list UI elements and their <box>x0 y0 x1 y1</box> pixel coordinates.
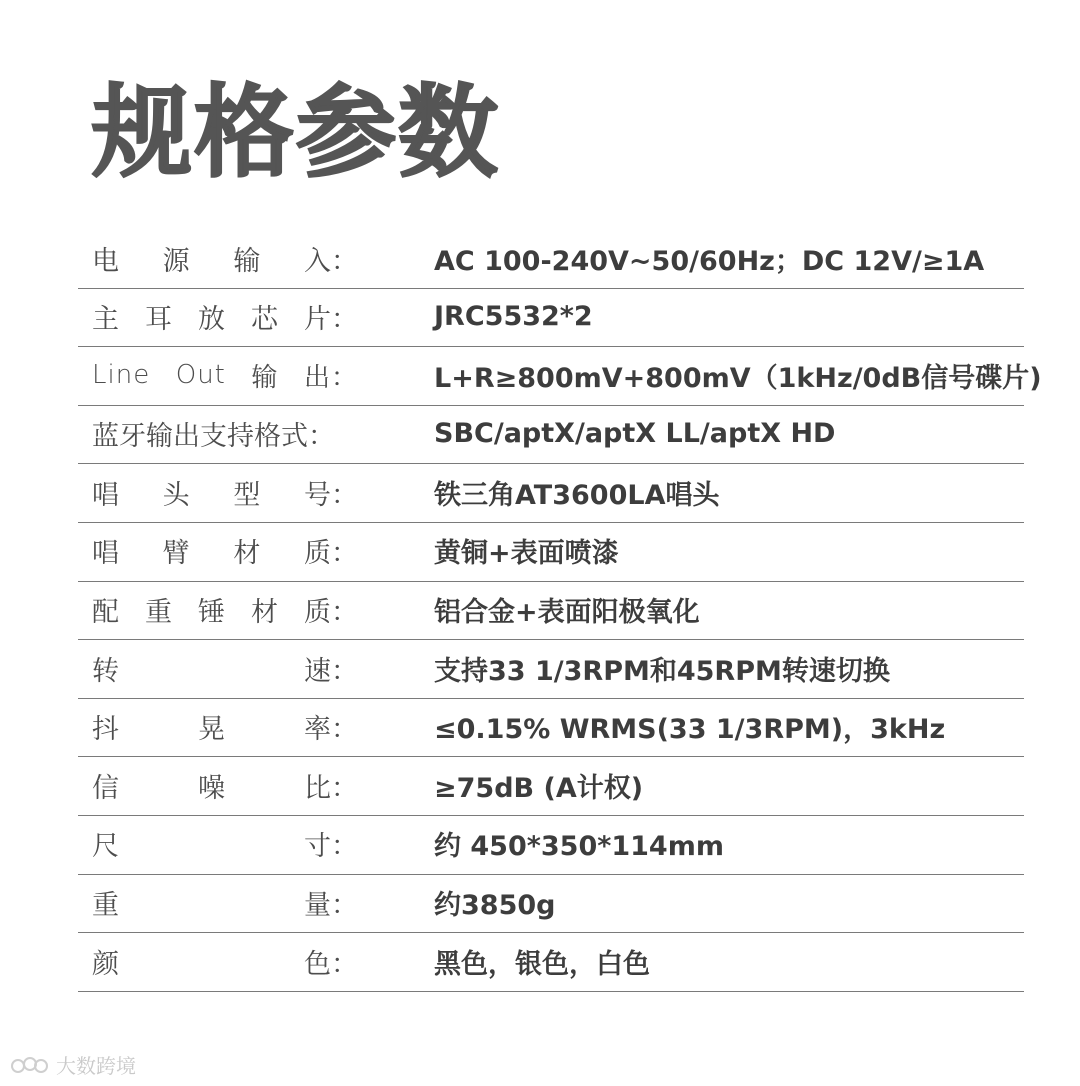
spec-label <box>92 767 358 803</box>
spec-label-char: 晃 <box>198 714 225 746</box>
spec-label-char: 比： <box>304 772 358 804</box>
spec-label-char: 芯 <box>251 304 278 336</box>
spec-label-char: 号： <box>303 479 358 511</box>
spec-row-counterweight-material <box>78 582 1024 641</box>
spec-value: JRC5532*2 <box>434 301 593 333</box>
spec-label-char: 色： <box>304 948 358 980</box>
spec-label <box>92 826 358 862</box>
spec-row-amp-chip <box>78 289 1024 348</box>
spec-label-char: 唱 <box>92 538 119 570</box>
spec-label <box>92 650 358 686</box>
spec-label-char: 重 <box>145 597 172 629</box>
spec-row-color <box>78 933 1024 992</box>
page-title: 规格参数 <box>92 74 500 191</box>
spec-label-char: 材 <box>251 597 278 629</box>
spec-label <box>92 240 358 276</box>
spec-value: 铝合金+表面阳极氧化 <box>434 597 700 629</box>
spec-label-char: 颜 <box>92 948 119 980</box>
spec-label <box>92 474 358 510</box>
spec-label-char: 配 <box>92 597 119 629</box>
spec-value: L+R≥800mV+800mV（1kHz/0dB信号碟片) <box>434 362 1042 394</box>
spec-label <box>92 416 358 452</box>
spec-label-char: 头 <box>162 479 190 511</box>
brand-logo-icon <box>10 1053 50 1077</box>
watermark <box>10 1050 136 1079</box>
spec-label-char: 放 <box>198 304 225 336</box>
spec-value: ≥75dB (A计权) <box>434 772 644 804</box>
spec-label-char: 电 <box>92 245 119 277</box>
spec-label-char: 唱 <box>92 479 119 511</box>
spec-label-char: 质： <box>304 597 358 629</box>
spec-label-char: 材 <box>233 538 261 570</box>
spec-value: 支持33 1/3RPM和45RPM转速切换 <box>434 655 890 687</box>
spec-row-cartridge <box>78 464 1024 523</box>
spec-label-char: 量： <box>304 890 358 922</box>
spec-label-char: 锤 <box>198 597 225 629</box>
spec-row-speed <box>78 640 1024 699</box>
spec-label <box>92 943 358 979</box>
spec-label <box>92 299 358 335</box>
spec-row-snr <box>78 757 1024 816</box>
spec-label-char: 速： <box>304 655 358 687</box>
spec-label <box>92 533 358 569</box>
spec-row-power-input <box>78 230 1024 289</box>
spec-label-char: 寸： <box>304 831 358 863</box>
spec-value: 约3850g <box>434 890 556 922</box>
spec-label-char: 耳 <box>145 304 172 336</box>
spec-label-char: 主 <box>92 304 119 336</box>
spec-label-char: Out <box>175 360 226 391</box>
spec-label-char: 片： <box>304 304 358 336</box>
spec-label-char: 质： <box>303 538 358 570</box>
spec-label-char: 信 <box>92 772 119 804</box>
spec-row-tonearm-material <box>78 523 1024 582</box>
spec-label-char: 抖 <box>92 714 119 746</box>
spec-label-char: 出： <box>303 362 358 393</box>
spec-value: AC 100-240V~50/60Hz；DC 12V/≥1A <box>434 245 985 277</box>
spec-value: 黑色，银色，白色 <box>434 948 650 980</box>
spec-label <box>92 885 358 921</box>
spec-row-bluetooth <box>78 406 1024 465</box>
spec-value: 黄铜+表面喷漆 <box>434 538 619 570</box>
spec-label-char: 型 <box>233 479 261 511</box>
spec-label-char: Line <box>92 360 151 391</box>
spec-row-weight <box>78 875 1024 934</box>
spec-label-char: 输 <box>233 245 261 277</box>
spec-label <box>92 357 358 393</box>
spec-label-char: 尺 <box>92 831 119 863</box>
spec-value: SBC/aptX/aptX LL/aptX HD <box>434 418 836 450</box>
spec-label-text: 蓝牙输出支持格式： <box>92 421 335 453</box>
spec-label-char: 重 <box>92 890 119 922</box>
spec-row-wow-flutter <box>78 699 1024 758</box>
spec-value: 铁三角AT3600LA唱头 <box>434 479 720 511</box>
watermark-text: 大数跨境 <box>56 1054 136 1078</box>
spec-row-line-out <box>78 347 1042 406</box>
spec-value: 约 450*350*114mm <box>434 831 724 863</box>
spec-label-char: 臂 <box>162 538 190 570</box>
spec-label <box>92 592 358 628</box>
spec-label-char: 噪 <box>198 772 225 804</box>
spec-label-char: 转 <box>92 655 119 687</box>
spec-table <box>78 230 1042 992</box>
spec-label <box>92 709 358 745</box>
spec-row-dimensions <box>78 816 1024 875</box>
spec-label-char: 源 <box>162 245 190 277</box>
spec-label-char: 入： <box>303 245 358 277</box>
spec-label-char: 率： <box>304 714 358 746</box>
spec-label-char: 输 <box>251 362 279 393</box>
spec-value: ≤0.15% WRMS(33 1/3RPM)，3kHz <box>434 714 946 746</box>
